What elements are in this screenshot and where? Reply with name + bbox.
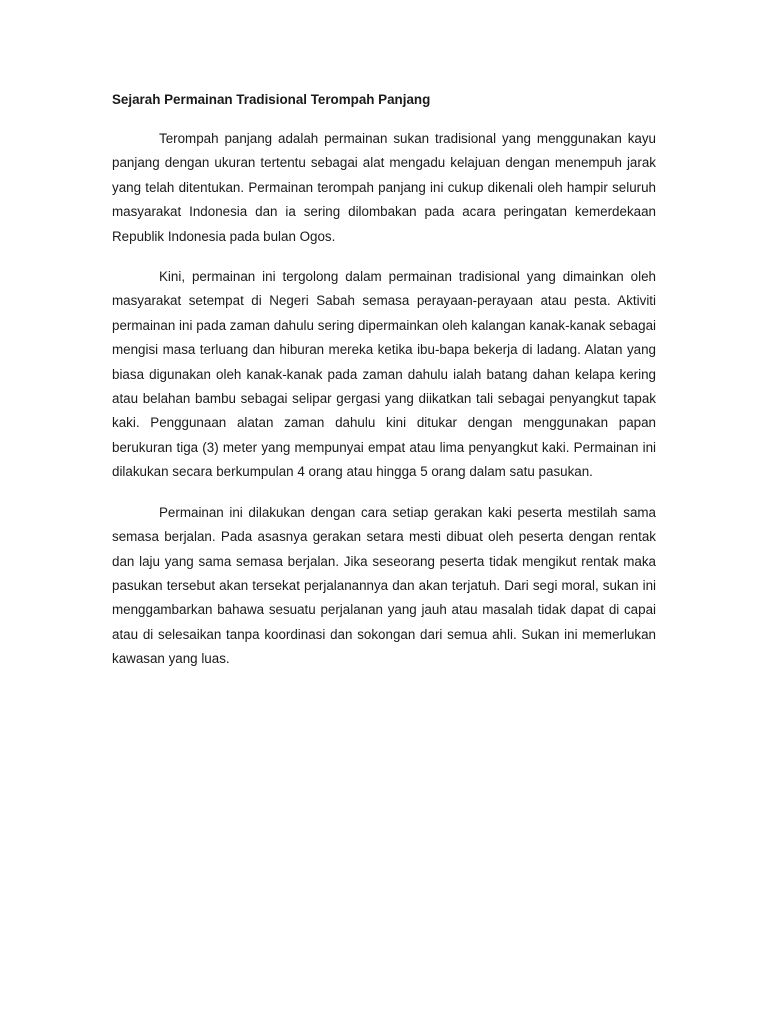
- paragraph-3: Permainan ini dilakukan dengan cara setiap gerakan kaki peserta mestilah sama semasa berjalan. Pada asasnya gerakan setara mesti dibuat oleh peserta dengan rentak dan laju yang sama semasa berjalan. Jika seseorang peserta tidak mengikut rentak maka pasukan tersebut akan tersekat perjalanannya dan akan terjatuh. Dari segi moral, sukan ini menggambarkan bahawa sesuatu perjalanan yang jauh atau masalah tidak dapat di capai atau di selesaikan tanpa koordinasi dan sokongan dari semua ahli. Sukan ini memerlukan kawasan yang luas.: [112, 504, 656, 667]
- paragraph-1: Terompah panjang adalah permainan sukan tradisional yang menggunakan kayu panjang dengan ukuran tertentu sebagai alat mengadu kelajuan dengan menempuh jarak yang telah ditentukan. Permainan terompah panjang ini cukup dikenali oleh hampir seluruh masyarakat Indonesia dan ia sering dilombakan pada acara peringatan kemerdekaan Republik Indonesia pada bulan Ogos.: [112, 131, 656, 244]
- paragraph-2: Kini, permainan ini tergolong dalam permainan tradisional yang dimainkan oleh masyarakat setempat di Negeri Sabah semasa perayaan-perayaan atau pesta. Aktiviti permainan ini pada zaman dahulu sering dipermainkan oleh kalangan kanak-kanak sebagai mengisi masa terluang dan hiburan mereka ketika ibu-bapa bekerja di ladang. Alatan yang biasa digunakan oleh kanak-kanak pada zaman dahulu ialah batang dahan kelapa kering atau belahan bambu sebagai selipar gergasi yang diikatkan tali sebagai penyangkut tapak kaki. Penggunaan alatan zaman dahulu kini ditukar dengan menggunakan papan berukuran tiga (3) meter yang mempunyai empat atau lima penyangkut kaki. Permainan ini dilakukan secara berkumpulan 4 orang atau hingga 5 orang dalam satu pasukan.: [112, 269, 656, 480]
- document-title: Sejarah Permainan Tradisional Terompah Panjang: [112, 92, 431, 107]
- document-body: [112, 90, 656, 688]
